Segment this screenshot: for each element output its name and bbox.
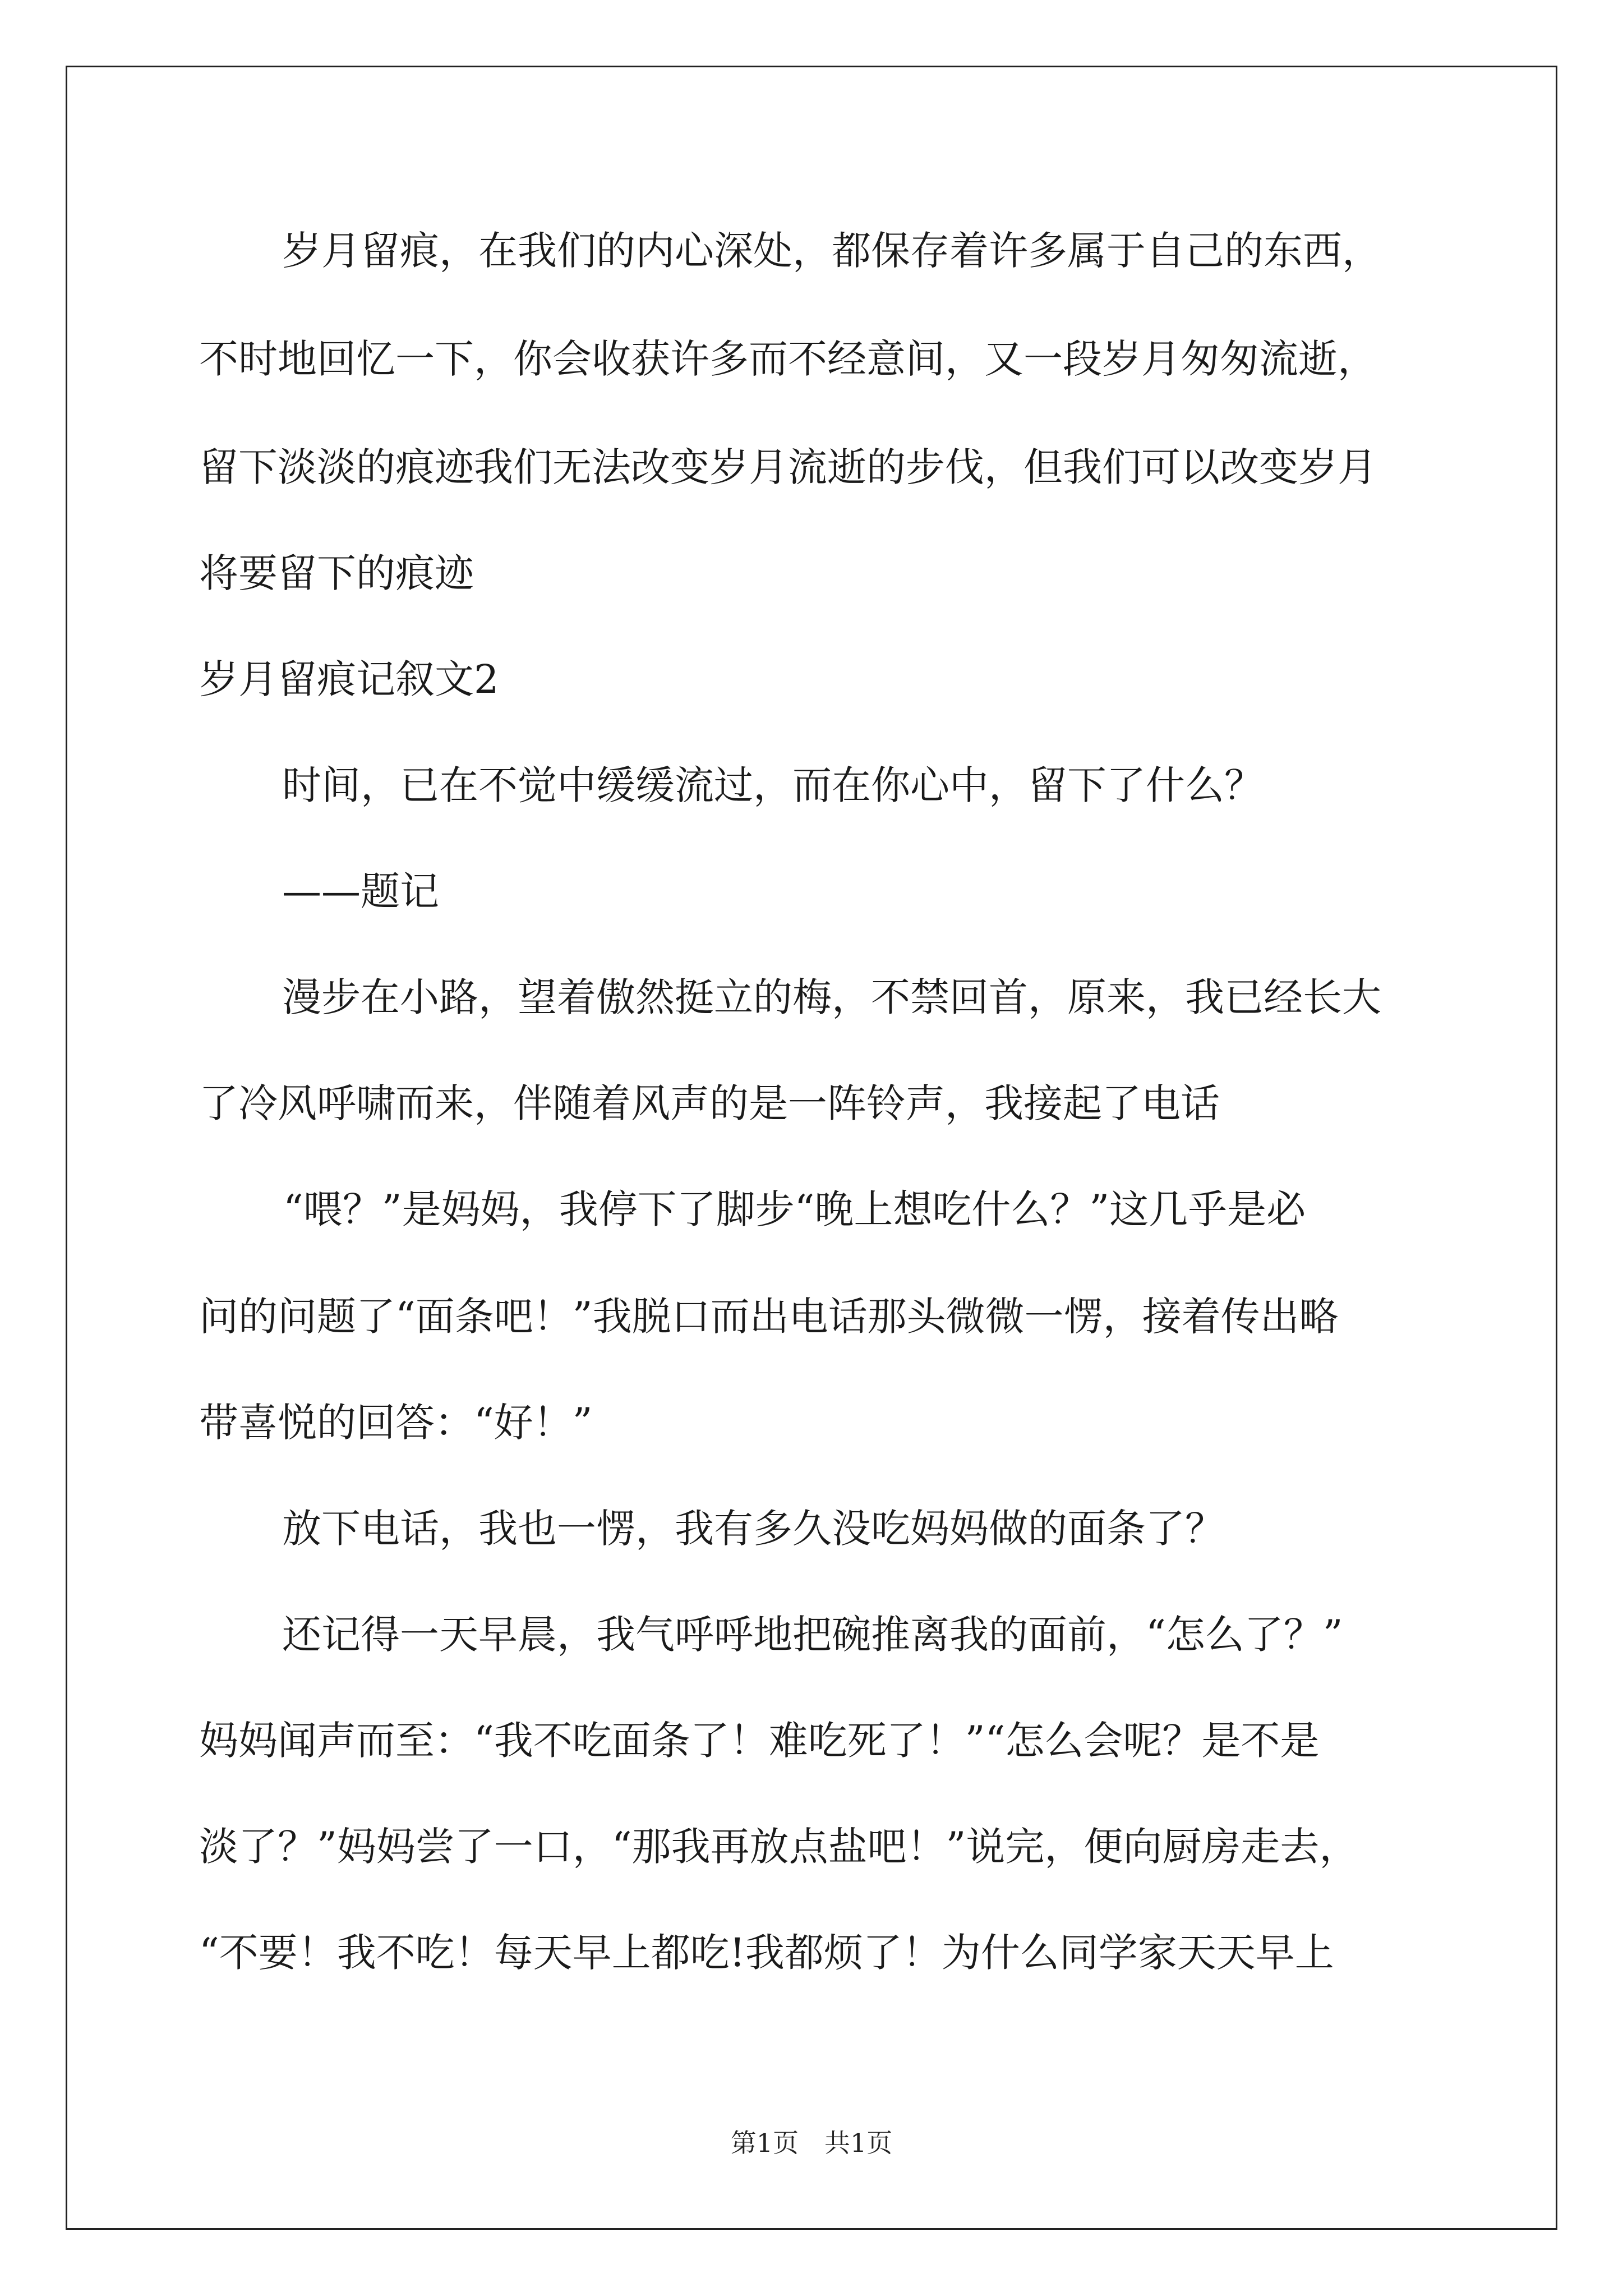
paragraph-line: 岁月留痕，在我们的内心深处，都保存着许多属于自己的东西，: [282, 228, 1381, 274]
paragraph-line: 问的问题了“面条吧！”我脱口而出电话那头微微一愣，接着传出略: [199, 1294, 1339, 1340]
page-border: [66, 66, 1557, 2230]
section-heading: 岁月留痕记叙文2: [199, 656, 499, 702]
epigraph-attribution: ——题记: [282, 868, 439, 914]
page-number-footer: 第1页 共1页: [730, 2128, 893, 2158]
paragraph-line: 留下淡淡的痕迹我们无法改变岁月流逝的步伐，但我们可以改变岁月: [199, 444, 1377, 490]
paragraph-line: 妈妈闻声而至：“我不吃面条了！难吃死了！”“怎么会呢？是不是: [199, 1718, 1320, 1764]
paragraph-line: 时间，已在不觉中缓缓流过，而在你心中，留下了什么？: [282, 762, 1264, 808]
paragraph-line: 放下电话，我也一愣，我有多久没吃妈妈做的面条了？: [282, 1506, 1224, 1552]
paragraph-line: “喂？”是妈妈，我停下了脚步“晚上想吃什么？”这几乎是必: [283, 1186, 1306, 1232]
paragraph-line: 将要留下的痕迹: [199, 550, 474, 596]
paragraph-line: 淡了？”妈妈尝了一口，“那我再放点盐吧！”说完，便向厨房走去，: [199, 1824, 1359, 1870]
paragraph-line: 带喜悦的回答：“好！”: [199, 1400, 593, 1446]
paragraph-line: 了冷风呼啸而来，伴随着风声的是一阵铃声，我接起了电话: [199, 1080, 1220, 1126]
paragraph-line: 漫步在小路，望着傲然挺立的梅，不禁回首，原来，我已经长大: [282, 974, 1381, 1020]
paragraph-line: 还记得一天早晨，我气呼呼地把碗推离我的面前，“怎么了？”: [282, 1612, 1343, 1658]
paragraph-line: 不时地回忆一下，你会收获许多而不经意间，又一段岁月匆匆流逝，: [199, 336, 1377, 382]
paragraph-line: “不要！我不吃！每天早上都吃!我都烦了！为什么同学家天天早上: [199, 1930, 1334, 1976]
